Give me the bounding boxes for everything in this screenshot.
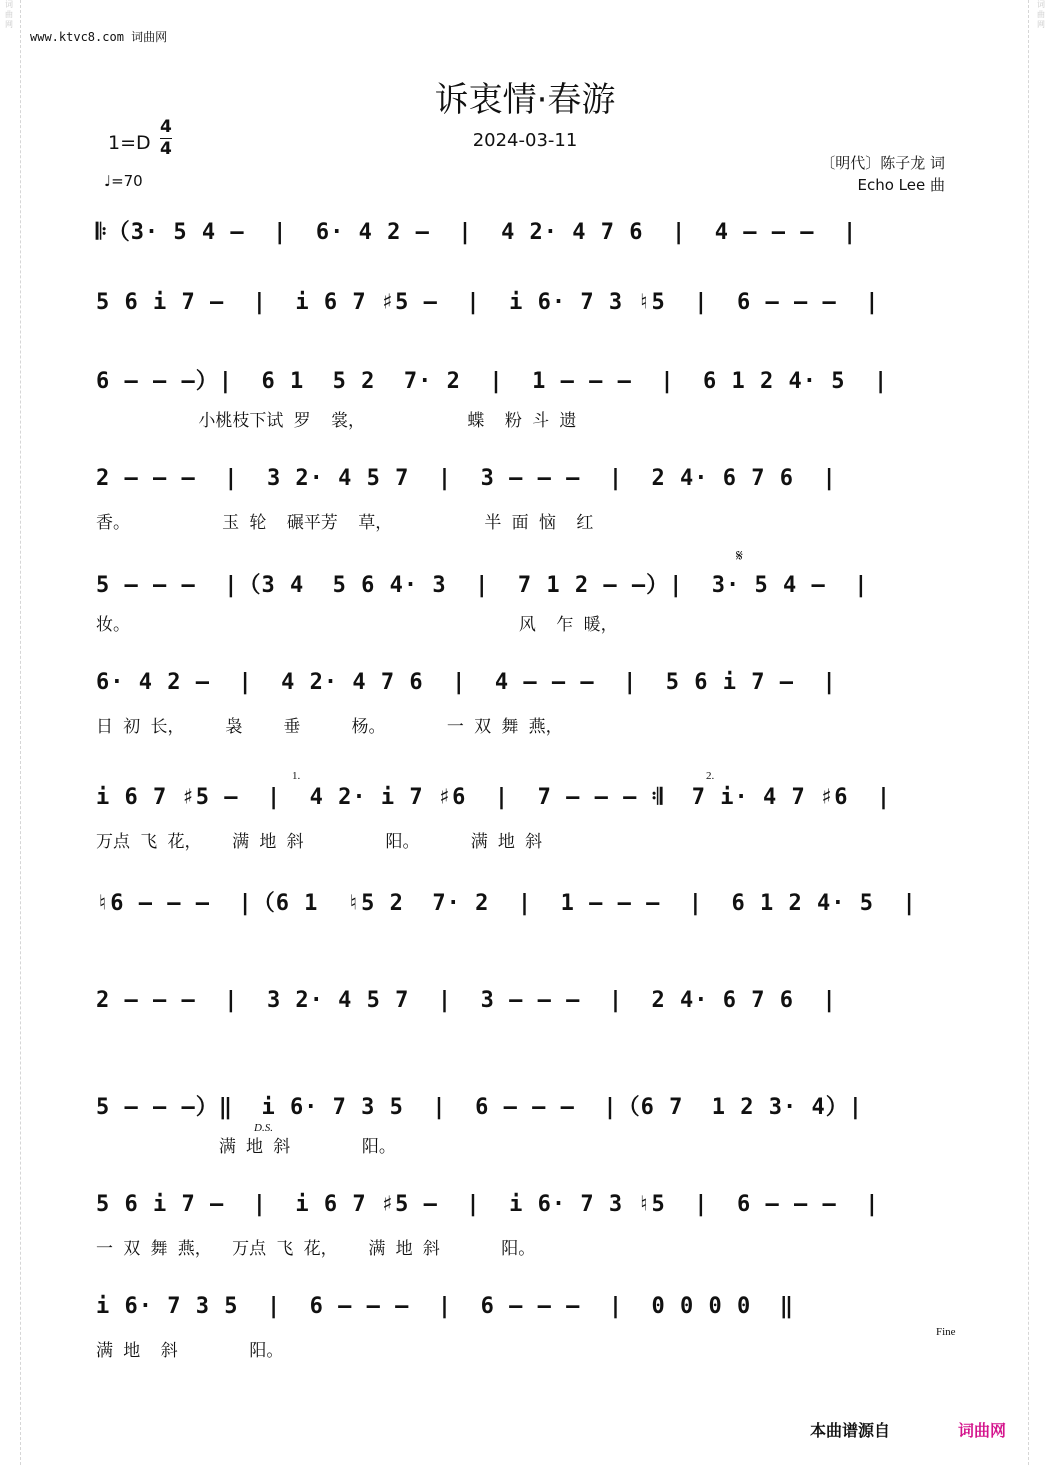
lyrics-line: 满 地 斜 阳。 — [96, 1341, 284, 1361]
notes-line: 2 – – – | 3 2· 4 5 7 | 3 – – – | 2 4· 6 7 6 | — [96, 466, 837, 491]
right-margin-line — [1028, 0, 1029, 1465]
date-subtitle: 2024-03-11 — [472, 130, 578, 151]
source-site-link[interactable]: 词曲网 — [958, 1421, 1007, 1440]
time-signature — [160, 118, 172, 159]
fine-mark: Fine — [936, 1326, 956, 1338]
source-label: 本曲谱源自 — [810, 1421, 891, 1440]
ds-mark: D.S. — [254, 1122, 273, 1134]
notes-line: 5 – – –）‖ i 6· 7 3 5 | 6 – – – |（6 7 1 2 3· 4）| — [96, 1095, 864, 1120]
time-bottom: 4 — [160, 139, 172, 159]
lyrics-line: 小桃枝下试 罗 裳， 蝶 粉 斗 遗 — [96, 411, 577, 431]
segno-mark: 𝄋 — [736, 546, 743, 565]
side-watermark-right: 词 曲 网 — [1037, 0, 1045, 29]
time-top: 4 — [160, 117, 172, 137]
lyrics-line: 日 初 长， 袅 垂 杨。 一 双 舞 燕， — [96, 717, 563, 737]
page-title: 诉衷情·春游 — [434, 80, 616, 120]
notes-line: 5 6 i 7 – | i 6 7 ♯5 – | i 6· 7 3 ♮5 | 6 – – – | — [96, 1192, 880, 1217]
notes-line: 5 6 i 7 – | i 6 7 ♯5 – | i 6· 7 3 ♮5 | 6 – – – | — [96, 290, 880, 315]
tempo-mark: ♩=70 — [104, 172, 143, 190]
notes-line: 6· 4 2 – | 4 2· 4 7 6 | 4 – – – | 5 6 i 7 – | — [96, 670, 837, 695]
lyrics-line: 万点 飞 花， 满 地 斜 阳。 满 地 斜 — [96, 832, 543, 852]
notes-line: i 6· 7 3 5 | 6 – – – | 6 – – – | 0 0 0 0 ‖ — [96, 1294, 795, 1319]
lyrics-line: 妆。 风 乍 暖， — [96, 615, 618, 635]
lyricist-credit: 〔明代〕陈子龙 词 — [820, 154, 945, 172]
lyrics-line: 满 地 斜 阳。 — [96, 1137, 396, 1157]
key-signature: 1=D — [108, 132, 151, 154]
notes-line: ♮6 – – – |（6 1 ♮5 2 7· 2 | 1 – – – | 6 1 2 4· 5 | — [96, 891, 917, 916]
notes-line: 5 – – – |（3 4 5 6 4· 3 | 7 1 2 – –）| 3· 5 4 – | — [96, 573, 869, 598]
notes-line: 6 – – –）| 6 1 5 2 7· 2 | 1 – – – | 6 1 2 4· 5 | — [96, 369, 889, 394]
notes-line: i 6 7 ♯5 – | 4 2· i 7 ♯6 | 7 – – – 𝄇 7 i· 4 7 ♯6 | — [96, 785, 892, 810]
lyrics-line: 一 双 舞 燕， 万点 飞 花， 满 地 斜 阳。 — [96, 1239, 536, 1259]
volta-1: 1. — [292, 770, 301, 782]
notes-line: 𝄆（3· 5 4 – | 6· 4 2 – | 4 2· 4 7 6 | 4 – – – | — [96, 220, 858, 245]
composer-credit: Echo Lee 曲 — [857, 176, 945, 194]
site-url: www.ktvc8.com 词曲网 — [30, 30, 168, 44]
side-watermark-left: 词 曲 网 — [5, 0, 13, 29]
lyrics-line: 香。 玉 轮 碾平芳 草， 半 面 恼 红 — [96, 513, 594, 533]
notes-line: 2 – – – | 3 2· 4 5 7 | 3 – – – | 2 4· 6 7 6 | — [96, 988, 837, 1013]
left-margin-line — [20, 0, 21, 1465]
volta-2: 2. — [706, 770, 715, 782]
